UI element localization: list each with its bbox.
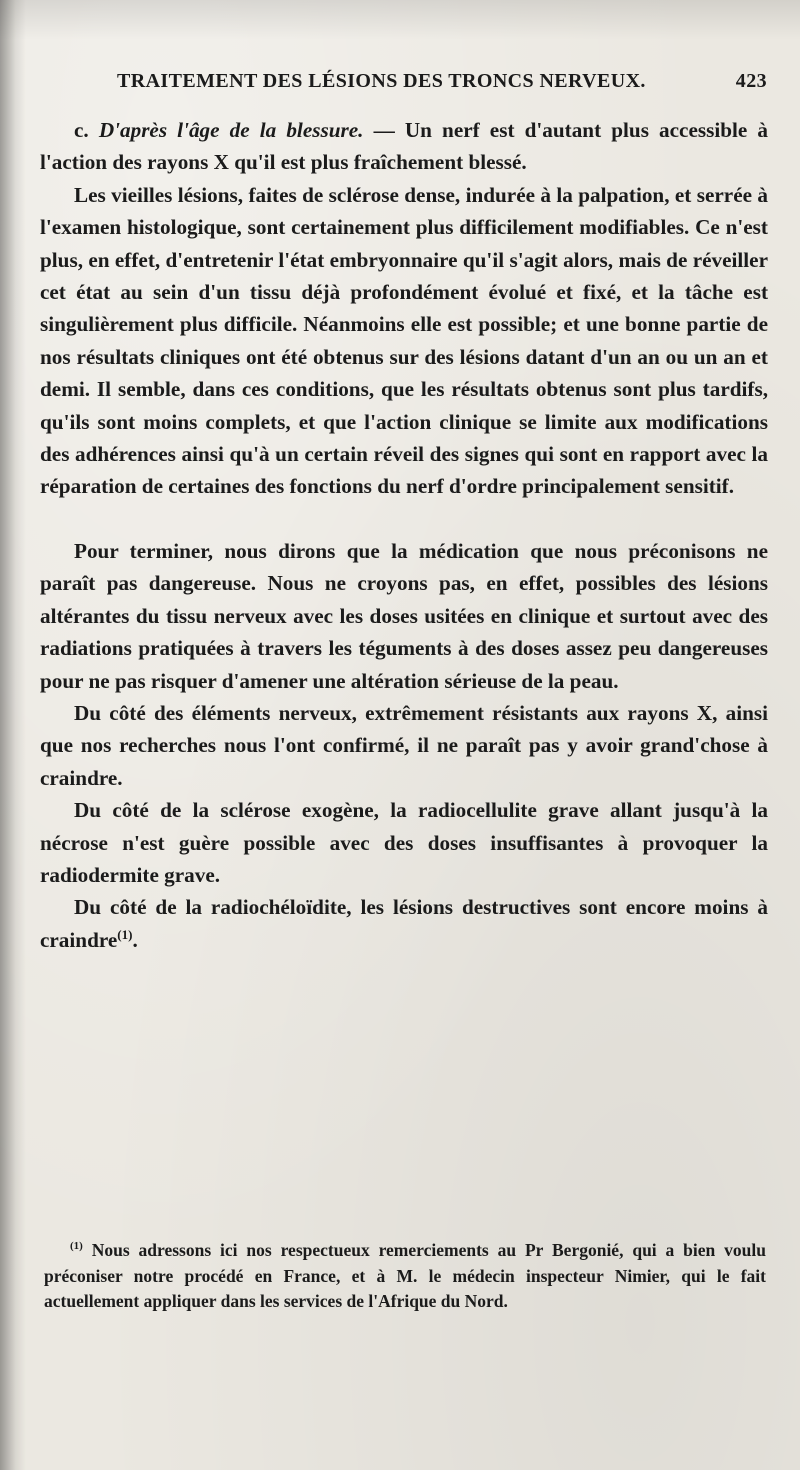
paragraph-gap [40,503,768,535]
page-top-shadow [0,0,800,40]
section-intro-paragraph [40,114,768,179]
body-text [40,114,768,956]
running-head-title: TRAITEMENT DES LÉSIONS DES TRONCS NERVEUX. [117,70,646,92]
section-label: c. [74,118,89,142]
paragraph-sclerosis: Du côté de la sclérose exogène, la radiocellulite grave allant jusqu'à la nécrose n'est guère possible avec des doses insuffisantes à provoquer la radiodermite grave. [40,798,768,887]
section-intro-text: Un nerf est d'autant plus accessible à l'action des rayons X qu'il est plus fraîchement blessé. [40,118,769,175]
paragraph-nerve-elements: Du côté des éléments nerveux, extrêmement résistants aux rayons X, ainsi que nos recherches nous l'ont confirmé, il ne paraît pas y avoir grand'chose à craindre. [40,700,768,790]
paragraph-radiocheloiditis-end: . [132,927,138,952]
footnote-reference: (1) [117,926,133,942]
page-number: 423 [735,70,767,92]
paragraph-radiocheloiditis-text: Du côté de la radiochéloïdite, les lésions destructives sont encore moins à craindre [40,895,768,952]
footnote-marker: (1) [70,1240,83,1253]
paragraph-radiocheloiditis [40,891,768,956]
page-edge-shadow [0,0,26,1470]
paragraph-old-lesions: Les vieilles lésions, faites de sclérose dense, indurée à la palpation, et serrée à l'examen histologique, sont certainement plus difficilement modifiables. Ce n'est plus, en effet, d'entretenir l'état embryonnaire qu'il s'agit alors, mais de réveiller cet état au sein d'un tissu déjà profondément évolué et fixé, et la tâche est singulièrement plus difficile. Néanmoins elle est possible; et une bonne partie de nos résultats cliniques ont été obtenus sur des lésions datant d'un an ou un an et demi. Il semble, dans ces conditions, que les résultats obtenus sont plus tardifs, qu'ils sont moins complets, et que l'action clinique se limite aux modifications des adhérences ainsi qu'à un certain réveil des signes qui sont en rapport avec la réparation de certaines des fonctions du nerf d'ordre principalement sensitif. [40,182,768,499]
footnote-paragraph [44,1238,766,1315]
paragraph-conclusion: Pour terminer, nous dirons que la médication que nous préconisons ne paraît pas dangereuse. Nous ne croyons pas, en effet, possibles des lésions altérantes du tissu nerveux avec les doses usitées en clinique et surtout avec des radiations pratiquées à travers les téguments à des doses assez peu dangereuses pour ne pas risquer d'amener une altération sérieuse de la peau. [40,538,768,693]
running-head [117,70,767,100]
footnote-text: Nous adressons ici nos respectueux remerciements au Pr Bergonié, qui a bien voulu préconiser notre procédé en France, et à M. le médecin inspecteur Nimier, qui le fait actuellement appliquer dans les services de l'Afrique du Nord. [44,1240,766,1311]
section-title: D'après l'âge de la blessure. [98,118,364,142]
footnote [44,1238,766,1315]
section-dash: — [373,118,395,142]
